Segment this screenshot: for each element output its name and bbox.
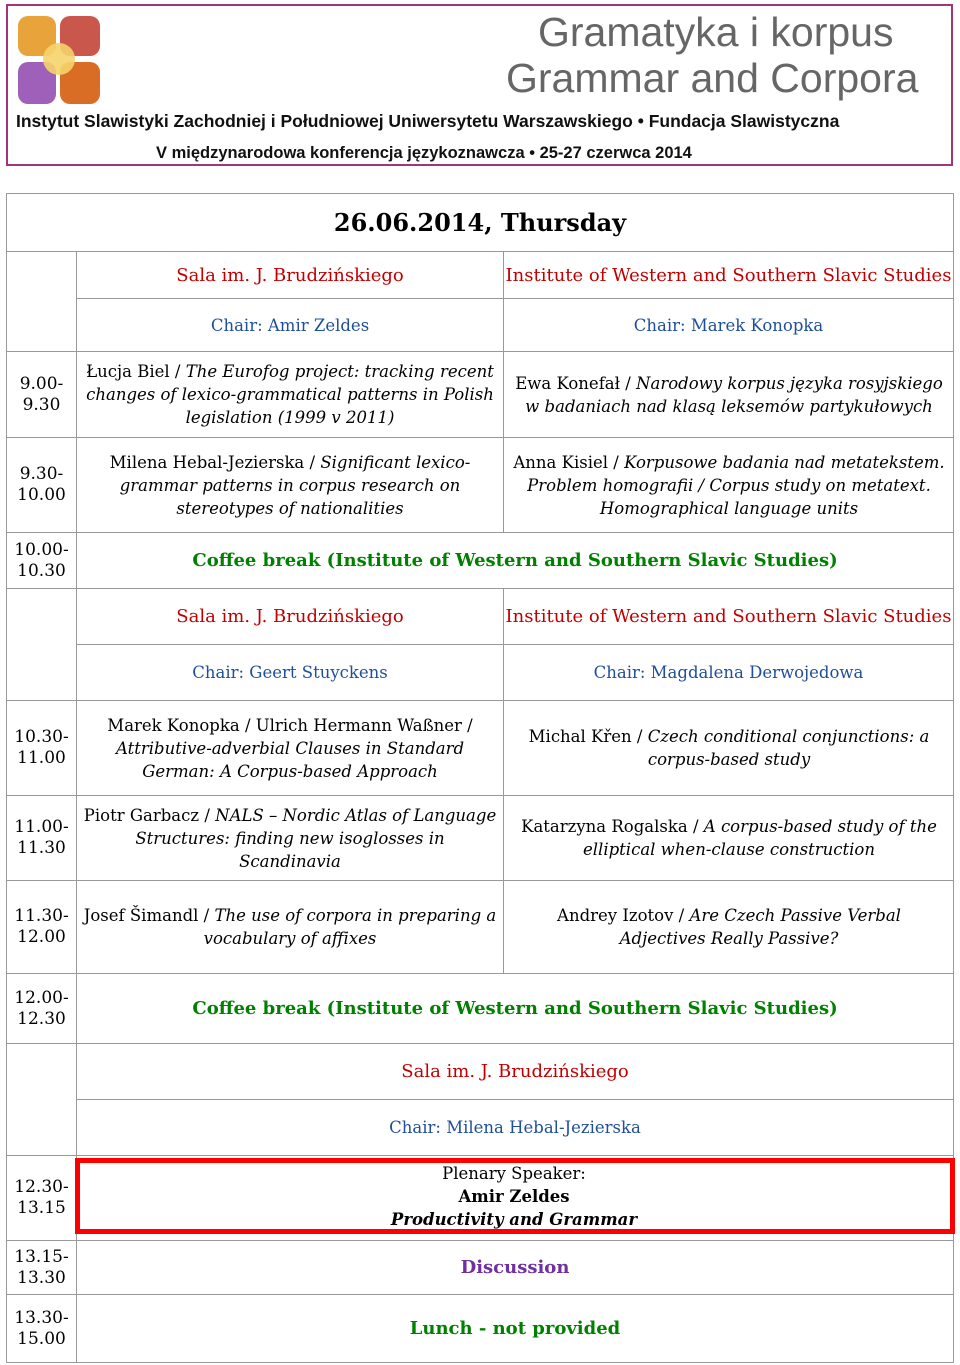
talk-right (512, 881, 946, 973)
plenary-talk (80, 1160, 948, 1232)
banner-title-pl: Gramatyka i korpus (538, 9, 894, 55)
talk-author: Anna Kisiel / (513, 452, 625, 472)
coffee-break: Coffee break (Institute of Western and Southern Slavic Studies) (192, 998, 838, 1019)
talk-author: Piotr Garbacz / (83, 805, 216, 825)
talk-author: Josef Šimandl / (83, 906, 215, 925)
talk-right (520, 796, 938, 880)
time-slot: 9.30- 10.00 (17, 464, 66, 505)
talk-title: Significant lexico-grammar patterns in corpus research on stereotypes of nationalities (119, 452, 471, 518)
time-slot: 12.00- 12.30 (14, 987, 69, 1029)
coffee-break: Coffee break (Institute of Western and Southern Slavic Studies) (192, 550, 838, 571)
talk-title: Czech conditional conjunctions: a corpus-based study (647, 727, 930, 769)
room-plenary: Sala im. J. Brudzińskiego (401, 1061, 629, 1082)
talk-left (92, 438, 488, 532)
talk-right (512, 352, 946, 437)
room-left-1: Sala im. J. Brudzińskiego (176, 264, 404, 286)
banner-conference: V międzynarodowa konferencja językoznawcza • 25-27 czerwca 2014 (156, 144, 692, 162)
chair-right-1: Chair: Marek Konopka (633, 315, 824, 335)
talk-left (82, 701, 498, 795)
talk-title: Korpusowe badania nad metatekstem. Problem homografii / Corpus study on metatext. Homographical language units (527, 452, 945, 518)
talk-author: Michal Křen / (528, 727, 648, 746)
talk-left (82, 881, 498, 973)
time-slot: 10.00- 10.30 (14, 539, 69, 581)
talk-title: NALS – Nordic Atlas of Language Structures: finding new isoglosses in Scandinavia (135, 805, 497, 871)
discussion: Discussion (460, 1257, 570, 1278)
chair-left-1: Chair: Amir Zeldes (210, 315, 370, 335)
talk-right (512, 438, 946, 532)
time-slot: 10.30- 11.00 (14, 727, 69, 768)
time-slot: 11.30- 12.00 (14, 906, 69, 947)
chair-right-2: Chair: Magdalena Derwojedowa (593, 663, 864, 682)
room-right-1: Institute of Western and Southern Slavic Studies (505, 264, 952, 286)
banner-title-en: Grammar and Corpora (506, 55, 919, 101)
talk-title: The Eurofog project: tracking recent changes of lexico-grammatical patterns in Polish legislation (1999 v 2011) (86, 362, 494, 427)
day-title: 26.06.2014, Thursday (333, 208, 627, 237)
plenary-speaker: Amir Zeldes (458, 1186, 570, 1206)
lunch: Lunch - not provided (409, 1318, 621, 1339)
talk-author: Ewa Konefał / (515, 373, 637, 393)
talk-author: Łucja Biel / (86, 362, 186, 381)
plenary-title: Productivity and Grammar (390, 1209, 638, 1229)
banner-institute: Instytut Slawistyki Zachodniej i Południowej Uniwersytetu Warszawskiego • Fundacja Slawistyczna (16, 111, 840, 131)
talk-right (520, 701, 938, 795)
time-slot: 12.30- 13.15 (14, 1177, 69, 1218)
talk-author: Andrey Izotov / (557, 906, 690, 925)
time-slot: 13.15- 13.30 (14, 1246, 69, 1288)
chair-left-2: Chair: Geert Stuyckens (192, 663, 388, 682)
talk-title: Are Czech Passive Verbal Adjectives Really Passive? (619, 906, 901, 948)
plenary-label: Plenary Speaker: (442, 1163, 586, 1183)
room-left-2: Sala im. J. Brudzińskiego (176, 606, 404, 627)
talk-left (84, 352, 496, 437)
talk-title: A corpus-based study of the elliptical when-clause construction (583, 817, 937, 859)
time-slot: 11.00- 11.30 (14, 817, 69, 858)
chair-plenary: Chair: Milena Hebal-Jezierska (389, 1118, 641, 1137)
room-right-2: Institute of Western and Southern Slavic Studies (505, 606, 952, 627)
time-slot: 13.30- 15.00 (14, 1307, 69, 1349)
talk-title: Narodowy korpus języka rosyjskiego w badaniach nad klasą leksemów partykułowych (525, 373, 943, 416)
talk-author: Marek Konopka / Ulrich Hermann Waßner / (107, 715, 473, 735)
talk-left (82, 796, 498, 880)
talk-title: The use of corpora in preparing a vocabulary of affixes (203, 906, 497, 948)
talk-title: Attributive-adverbial Clauses in Standard German: A Corpus-based Approach (115, 738, 465, 781)
time-slot: 9.00- 9.30 (19, 373, 64, 415)
talk-author: Katarzyna Rogalska / (521, 817, 704, 836)
talk-author: Milena Hebal-Jezierska / (109, 452, 321, 472)
